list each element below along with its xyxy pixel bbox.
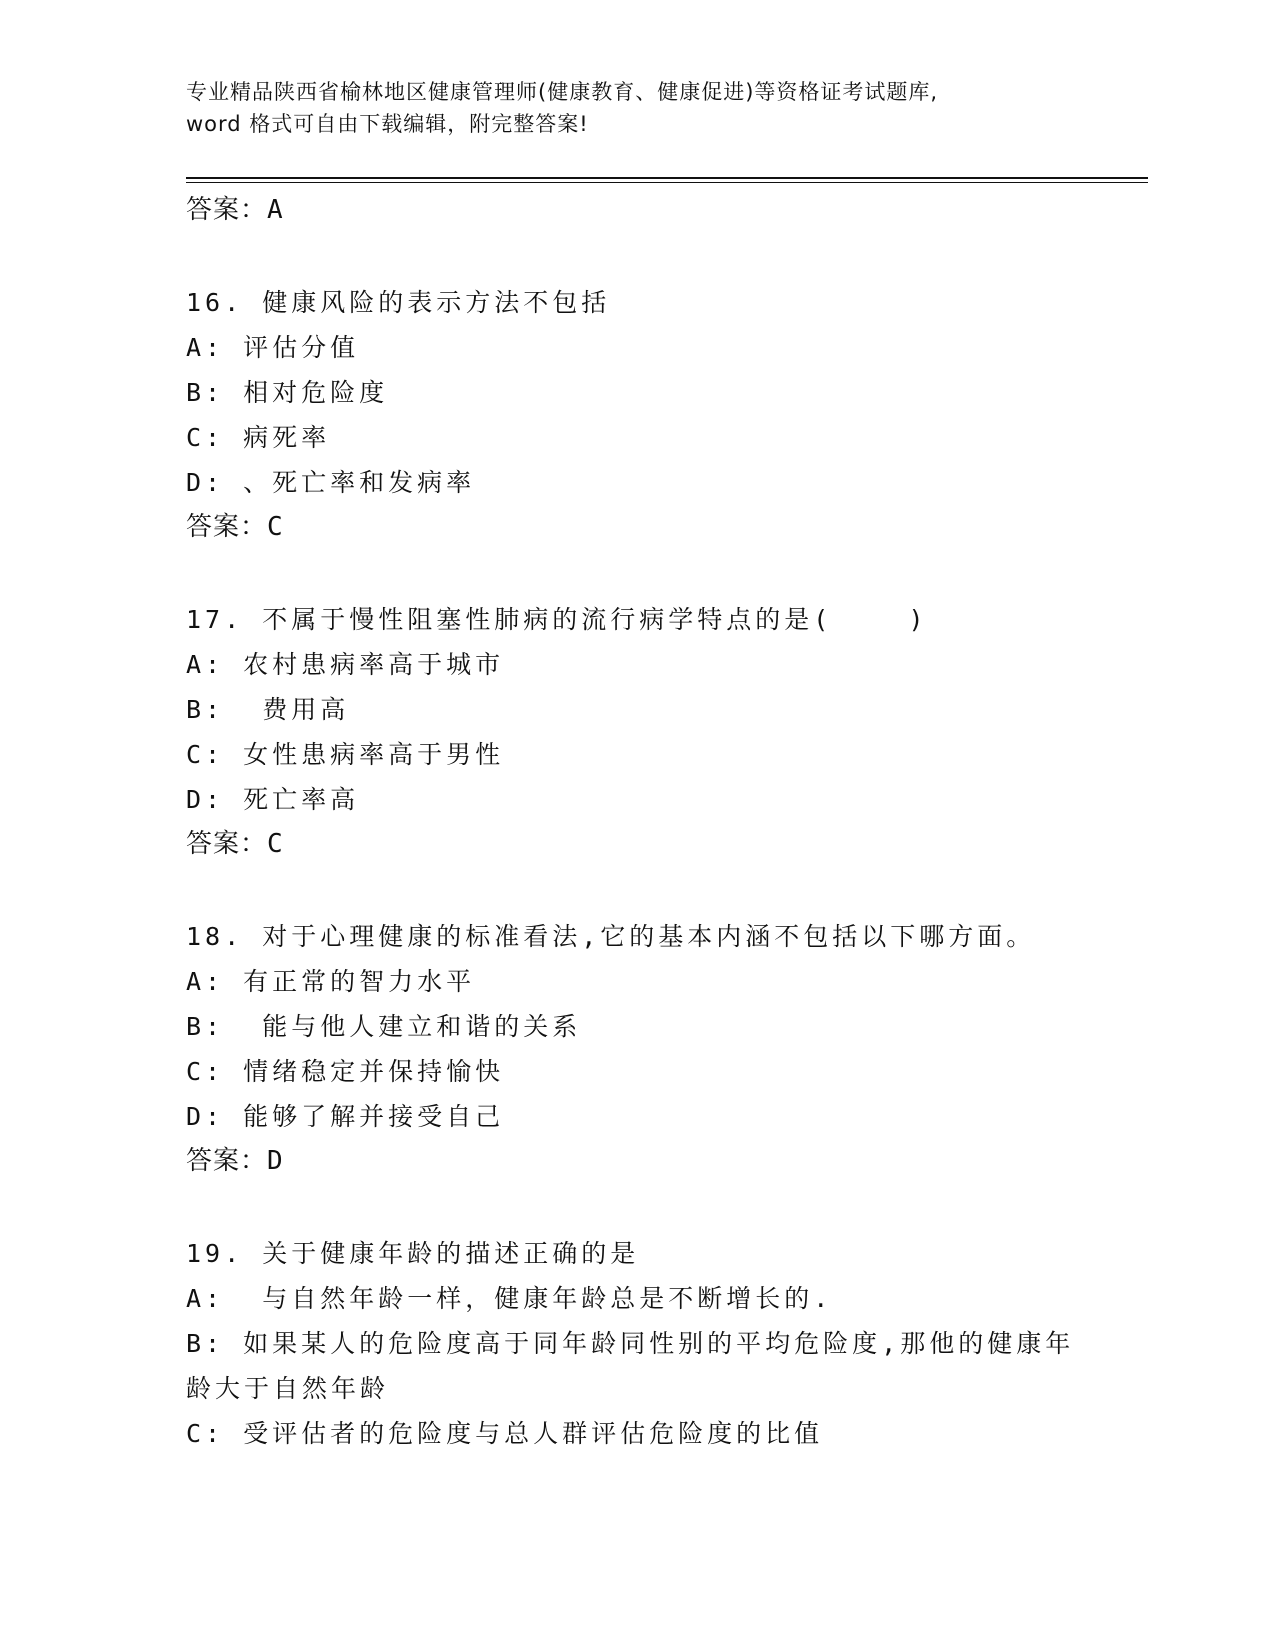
header-line-1: 专业精品陕西省榆林地区健康管理师(健康教育、健康促进)等资格证考试题库, xyxy=(186,80,939,104)
spacer xyxy=(186,550,1086,597)
header-divider-thin xyxy=(186,182,1148,183)
option-a: A: 评估分值 xyxy=(186,333,360,362)
answer-label: 答案： xyxy=(186,195,268,225)
option-c: C: 女性患病率高于男性 xyxy=(186,740,505,769)
option-c: C: 情绪稳定并保持愉快 xyxy=(186,1057,505,1086)
question-19 xyxy=(186,1231,1086,1456)
option-d: D: 能够了解并接受自己 xyxy=(186,1102,505,1131)
answer-label: 答案： xyxy=(186,1146,268,1176)
answer-line xyxy=(186,822,1086,867)
question-18 xyxy=(186,914,1086,1184)
spacer xyxy=(186,867,1086,914)
answer-line xyxy=(186,1139,1086,1184)
option-a: A: 有正常的智力水平 xyxy=(186,967,476,996)
question-stem: 19. 关于健康年龄的描述正确的是 xyxy=(186,1239,640,1268)
question-17 xyxy=(186,597,1086,867)
header-line-2: word 格式可自由下载编辑，附完整答案! xyxy=(186,112,589,136)
option-b: B: 能与他人建立和谐的关系 xyxy=(186,1012,582,1041)
answer-value: C xyxy=(267,829,284,859)
question-16 xyxy=(186,280,1086,550)
option-a: A: 农村患病率高于城市 xyxy=(186,650,505,679)
answer-value: C xyxy=(267,512,284,542)
option-b: B: 如果某人的危险度高于同年龄同性别的平均危险度,那他的健康年龄大于自然年龄 xyxy=(186,1329,1075,1403)
answer-label: 答案： xyxy=(186,829,268,859)
option-b: B: 费用高 xyxy=(186,695,350,724)
question-stem: 16. 健康风险的表示方法不包括 xyxy=(186,288,611,317)
answer-value: A xyxy=(267,195,284,225)
answer-label: 答案： xyxy=(186,512,268,542)
option-d: D: 死亡率高 xyxy=(186,785,360,814)
question-stem: 18. 对于心理健康的标准看法,它的基本内涵不包括以下哪方面。 xyxy=(186,922,1036,951)
answer-line xyxy=(186,188,1086,233)
option-a: A: 与自然年龄一样，健康年龄总是不断增长的. xyxy=(186,1284,833,1313)
option-b: B: 相对危险度 xyxy=(186,378,389,407)
document-header xyxy=(186,76,1086,140)
question-stem: 17. 不属于慢性阻塞性肺病的流行病学特点的是( ) xyxy=(186,605,928,634)
option-d: D: 、死亡率和发病率 xyxy=(186,468,476,497)
spacer xyxy=(186,233,1086,280)
spacer xyxy=(186,1184,1086,1231)
question-list xyxy=(186,188,1086,1456)
answer-line xyxy=(186,505,1086,550)
answer-value: D xyxy=(267,1146,284,1176)
option-c: C: 受评估者的危险度与总人群评估危险度的比值 xyxy=(186,1419,824,1448)
header-divider-thick xyxy=(186,177,1148,179)
option-c: C: 病死率 xyxy=(186,423,331,452)
